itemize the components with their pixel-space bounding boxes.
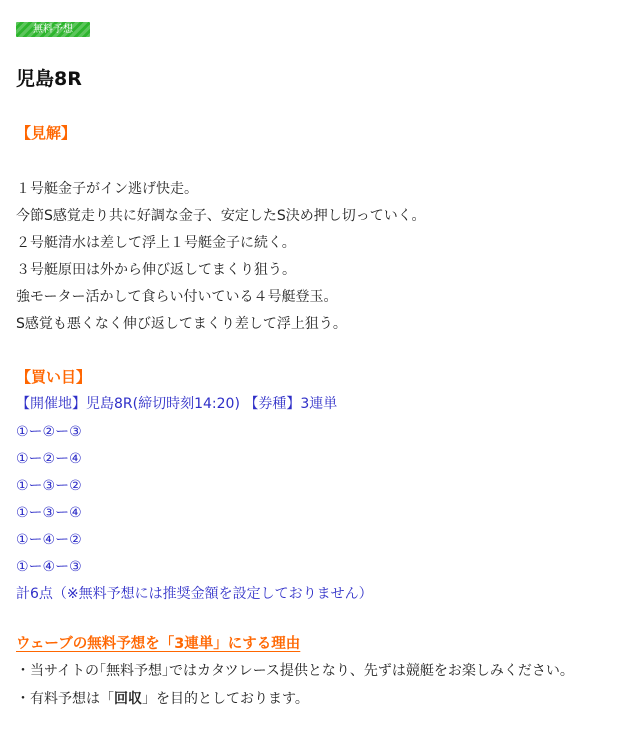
reason-bullet-text: ・有料予想は「 [16, 691, 114, 707]
analysis-line: ３号艇原田は外から伸び返してまくり狙う。 [16, 262, 296, 278]
analysis-line: １号艇金子がイン逃げ快走。 [16, 181, 198, 197]
analysis-line: ２号艇清水は差して浮上１号艇金子に続く。 [16, 235, 296, 251]
free-prediction-badge: 無料予想 [16, 22, 90, 37]
bet-combination: ①ー④ー③ [16, 559, 82, 575]
reason-bullet-bold: 回収 [114, 691, 142, 707]
analysis-line: S感覚も悪くなく伸び返してまくり差して浮上狙う。 [16, 316, 347, 332]
venue-info: 【開催地】児島8R(締切時刻14:20) 【券種】3連単 [16, 396, 338, 412]
reason-bullet: ・当サイトの｢無料予想｣ではカタツレース提供となり、先ずは競艇をお楽しみください。 [16, 663, 574, 679]
analysis-heading: 【見解】 [16, 124, 77, 142]
bet-combination: ①ー③ー④ [16, 505, 82, 521]
reason-heading: ウェーブの無料予想を「3連単」にする理由 [16, 636, 301, 652]
bet-combination: ①ー②ー④ [16, 451, 82, 467]
reason-bullet [16, 688, 309, 708]
bet-combination: ①ー③ー② [16, 478, 82, 494]
bet-total: 計6点（※無料予想には推奨金額を設定しておりません） [16, 586, 373, 602]
analysis-line: 強モーター活かして食らい付いている４号艇登玉。 [16, 289, 338, 305]
buy-heading: 【買い目】 [16, 368, 92, 386]
reason-bullet-text: 」を目的としております。 [142, 691, 309, 707]
bet-combination: ①ー④ー② [16, 532, 82, 548]
analysis-line: 今節S感覚走り共に好調な金子、安定したS決め押し切っていく。 [16, 208, 426, 224]
bet-combination: ①ー②ー③ [16, 424, 82, 440]
page-title: 児島8R [16, 68, 82, 90]
